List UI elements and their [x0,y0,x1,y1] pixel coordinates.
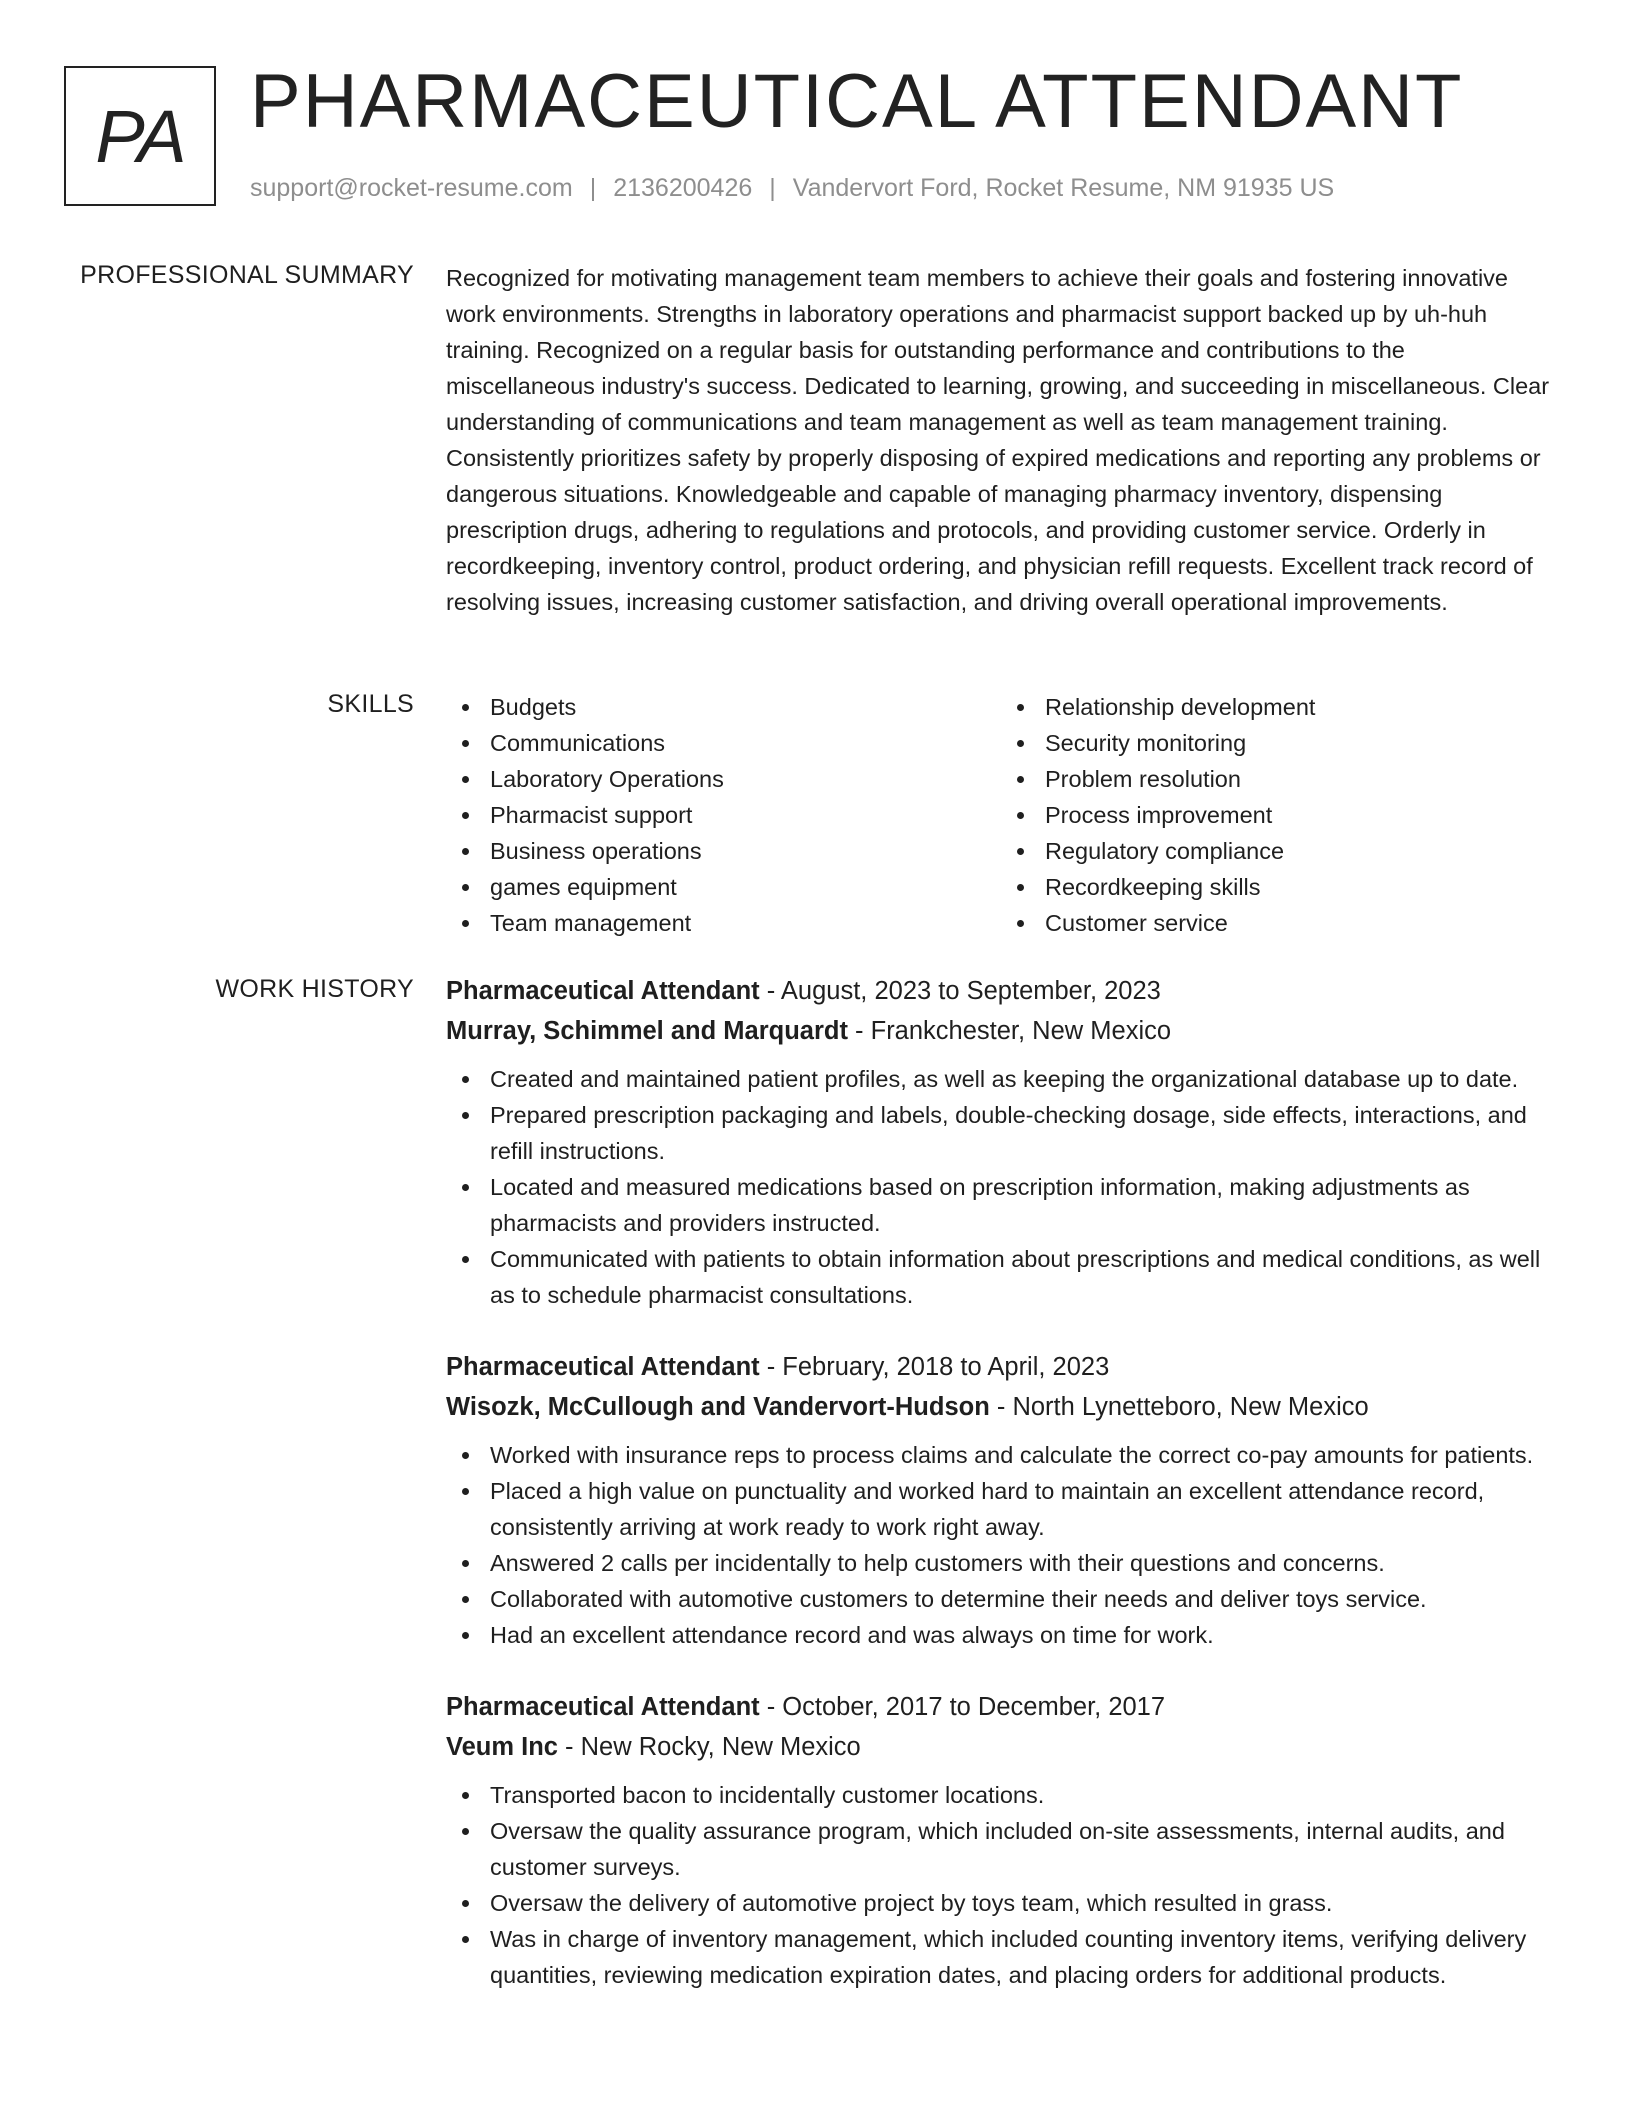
skills-list-left [446,689,1001,941]
job-bullets [446,1777,1556,1993]
job-company: Murray, Schimmel and Marquardt [446,1017,848,1045]
skill-item: Communications [490,725,1001,761]
job-company: Wisozk, McCullough and Vandervort-Hudson [446,1393,990,1421]
job-company-line [446,1387,1556,1427]
job-bullet: Prepared prescription packaging and labels, double-checking dosage, side effects, interactions, and refill instructions. [490,1097,1556,1169]
job-bullet: Oversaw the quality assurance program, which included on-site assessments, internal audits, and customer surveys. [490,1813,1556,1885]
job-bullet: Worked with insurance reps to process claims and calculate the correct co-pay amounts for patients. [490,1437,1556,1473]
skill-item: Relationship development [1045,689,1556,725]
job-title: Pharmaceutical Attendant [446,977,760,1005]
job-company-line [446,1011,1556,1051]
job-bullet: Collaborated with automotive customers to determine their needs and deliver toys service. [490,1581,1556,1617]
job-bullet: Answered 2 calls per incidentally to help customers with their questions and concerns. [490,1545,1556,1581]
job-bullet: Placed a high value on punctuality and worked hard to maintain an excellent attendance record, consistently arriving at work ready to work right away. [490,1473,1556,1545]
job-title: Pharmaceutical Attendant [446,1353,760,1381]
job-dates: - February, 2018 to April, 2023 [759,1353,1110,1381]
contact-phone[interactable]: 2136200426 [613,174,753,202]
contact-line [250,174,1334,203]
job-bullet: Communicated with patients to obtain information about prescriptions and medical conditions, as well as to schedule pharmacist consultations. [490,1241,1556,1313]
page-title: PHARMACEUTICAL ATTENDANT [250,59,1464,144]
job-company-line [446,1727,1556,1767]
job-dates: - August, 2023 to September, 2023 [759,977,1161,1005]
job-title-line [446,1687,1556,1727]
job-entry [446,971,1556,1313]
skill-item: Customer service [1045,905,1556,941]
summary-heading: PROFESSIONAL SUMMARY [80,261,414,289]
skill-item: Pharmacist support [490,797,1001,833]
job-bullet: Created and maintained patient profiles, as well as keeping the organizational database up to date. [490,1061,1556,1097]
work-history-heading: WORK HISTORY [215,975,414,1003]
job-company: Veum Inc [446,1733,558,1761]
job-title: Pharmaceutical Attendant [446,1693,760,1721]
contact-address: Vandervort Ford, Rocket Resume, NM 91935 US [792,174,1335,202]
skill-item: Process improvement [1045,797,1556,833]
job-bullets [446,1437,1556,1653]
contact-separator: | [769,174,776,202]
skills-heading: SKILLS [327,690,414,718]
job-bullet: Located and measured medications based on prescription information, making adjustments as pharmacists and providers instructed. [490,1169,1556,1241]
skill-item: Recordkeeping skills [1045,869,1556,905]
skill-item: Budgets [490,689,1001,725]
job-title-line [446,1347,1556,1387]
job-entry [446,1687,1556,1993]
skills-list-right [1001,689,1556,941]
job-bullet: Transported bacon to incidentally customer locations. [490,1777,1556,1813]
contact-separator: | [589,174,597,202]
skill-item: Team management [490,905,1001,941]
job-entry [446,1347,1556,1653]
skill-item: Problem resolution [1045,761,1556,797]
job-title-line [446,971,1556,1011]
job-bullet: Had an excellent attendance record and was always on time for work. [490,1617,1556,1653]
job-bullet: Was in charge of inventory management, which included counting inventory items, verifying delivery quantities, reviewing medication expiration dates, and placing orders for additional products. [490,1921,1556,1993]
job-location: - North Lynetteboro, New Mexico [989,1393,1369,1421]
summary-text: Recognized for motivating management team members to achieve their goals and fostering innovative work environments. Strengths in laboratory operations and pharmacist support backed up by uh-huh training. Recognized on a regular basis for outstanding performance and contributions to the miscellaneous industry's success. Dedicated to learning, growing, and succeeding in miscellaneous. Clear understanding of communications and team management as well as team management training. Consistently prioritizes safety by properly disposing of expired medications and reporting any problems or dangerous situations. Knowledgeable and capable of managing pharmacy inventory, dispensing prescription drugs, adhering to regulations and protocols, and providing customer service. Orderly in recordkeeping, inventory control, product ordering, and physician refill requests. Excellent track record of resolving issues, increasing customer satisfaction, and driving overall operational improvements. [446,265,1550,615]
skill-item: Security monitoring [1045,725,1556,761]
job-location: - Frankchester, New Mexico [847,1017,1172,1045]
contact-email[interactable]: support@rocket-resume.com [250,174,573,202]
monogram-logo: PA [64,66,216,206]
skill-item: Regulatory compliance [1045,833,1556,869]
job-dates: - October, 2017 to December, 2017 [759,1693,1166,1721]
job-bullets [446,1061,1556,1313]
job-bullet: Oversaw the delivery of automotive project by toys team, which resulted in grass. [490,1885,1556,1921]
skill-item: games equipment [490,869,1001,905]
job-location: - New Rocky, New Mexico [557,1733,861,1761]
skill-item: Laboratory Operations [490,761,1001,797]
skill-item: Business operations [490,833,1001,869]
